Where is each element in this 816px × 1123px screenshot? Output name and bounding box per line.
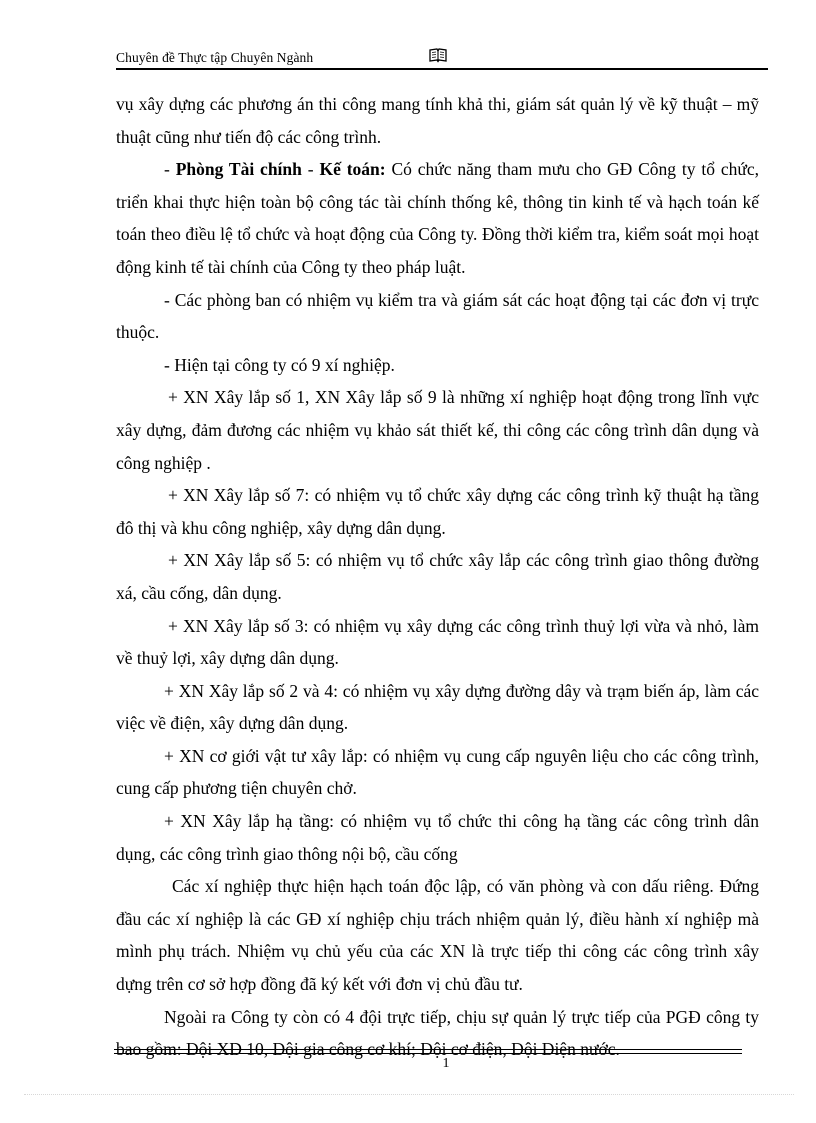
paragraph-lead: - [164,159,176,180]
paragraph-enterprise-2-4: + XN Xây lắp số 2 và 4: có nhiệm vụ xây dựng đường dây và trạm biến áp, làm các việc về điện, xây dựng dân dụng. [116,680,759,734]
header-rule [116,68,768,70]
paragraph-enterprise-1-9: + XN Xây lắp số 1, XN Xây lắp số 9 là những xí nghiệp hoạt động trong lĩnh vực xây dựng, đảm đương các nhiệm vụ khảo sát thiết kế, thi công các công trình dân dụng và công nghiệp . [116,387,759,473]
paragraph-enterprise-infrastructure: + XN Xây lắp hạ tầng: có nhiệm vụ tổ chức thi công hạ tầng các công trình dân dụng, các công trình giao thông nội bộ, cầu cống [116,811,759,864]
paragraph-departments-duty: - Các phòng ban có nhiệm vụ kiểm tra và giám sát các hoạt động tại các đơn vị trực thuộc. [116,289,759,343]
paragraph-enterprises-accounting: Các xí nghiệp thực hiện hạch toán độc lập, có văn phòng và con dấu riêng. Đứng đầu các xí nghiệp là các GĐ xí nghiệp chịu trách nhiệm quản lý, điều hành xí nghiệp mà mình phụ trách. Nhiệm vụ chủ yếu của các XN là trực tiếp thi công các công trình xây dựng trên cơ sở hợp đồng đã ký kết với đơn vị chủ đầu tư. [116,876,759,995]
paragraph-enterprise-mechanized: + XN cơ giới vật tư xây lắp: có nhiệm vụ cung cấp nguyên liệu cho các công trình, cung cấp phương tiện chuyên chở. [116,745,759,799]
paragraph-enterprise-count: - Hiện tại công ty có 9 xí nghiệp. [164,354,395,375]
footer-rule-double [114,1053,742,1054]
paragraph-separator: - [301,159,320,180]
paragraph-continuation: vụ xây dựng các phương án thi công mang tính khả thi, giám sát quản lý về kỹ thuật – mỹ thuật cũng như tiến độ các công trình. [116,94,759,147]
page-number: 1 [442,1056,450,1071]
department-name-accounting: Kế toán: [319,159,386,180]
document-body [116,88,759,1066]
header-title: Chuyên đề Thực tập Chuyên Ngành [116,50,314,65]
paragraph-enterprise-3: + XN Xây lắp số 3: có nhiệm vụ xây dựng các công trình thuỷ lợi vừa và nhỏ, làm về thuỷ lợi, xây dựng dân dụng. [116,615,759,669]
paragraph-enterprise-5: + XN Xây lắp số 5: có nhiệm vụ tổ chức xây lắp các công trình giao thông đường xá, cầu cống, dân dụng. [116,550,759,603]
paragraph-direct-teams: Ngoài ra Công ty còn có 4 đội trực tiếp, chịu sự quản lý trực tiếp của PGĐ công ty bao gồm: Đội XD 10, Đội gia công cơ khí; Đội cơ điện, Đội Điện nước. [116,1006,759,1060]
footer-rule [114,1049,742,1050]
paragraph-finance-department [116,153,759,283]
department-name: Phòng Tài chính [175,159,302,180]
paragraph-enterprise-7: + XN Xây lắp số 7: có nhiệm vụ tổ chức xây dựng các công trình kỹ thuật hạ tầng đô thị và khu công nghiệp, xây dựng dân dụng. [116,485,759,538]
page-boundary [24,1094,794,1095]
page-header [116,46,768,68]
book-icon [428,47,448,63]
paragraph-text: Có chức năng tham mưu cho GĐ Công ty tổ chức, triển khai thực hiện toàn bộ công tác tài chính thống kê, thông tin kinh tế và hạch toán kế toán theo điều lệ tổ chức và hoạt động của Công ty. Đồng thời kiểm tra, kiểm soát mọi hoạt động kinh tế tài chính của Công ty theo pháp luật. [116,159,759,277]
